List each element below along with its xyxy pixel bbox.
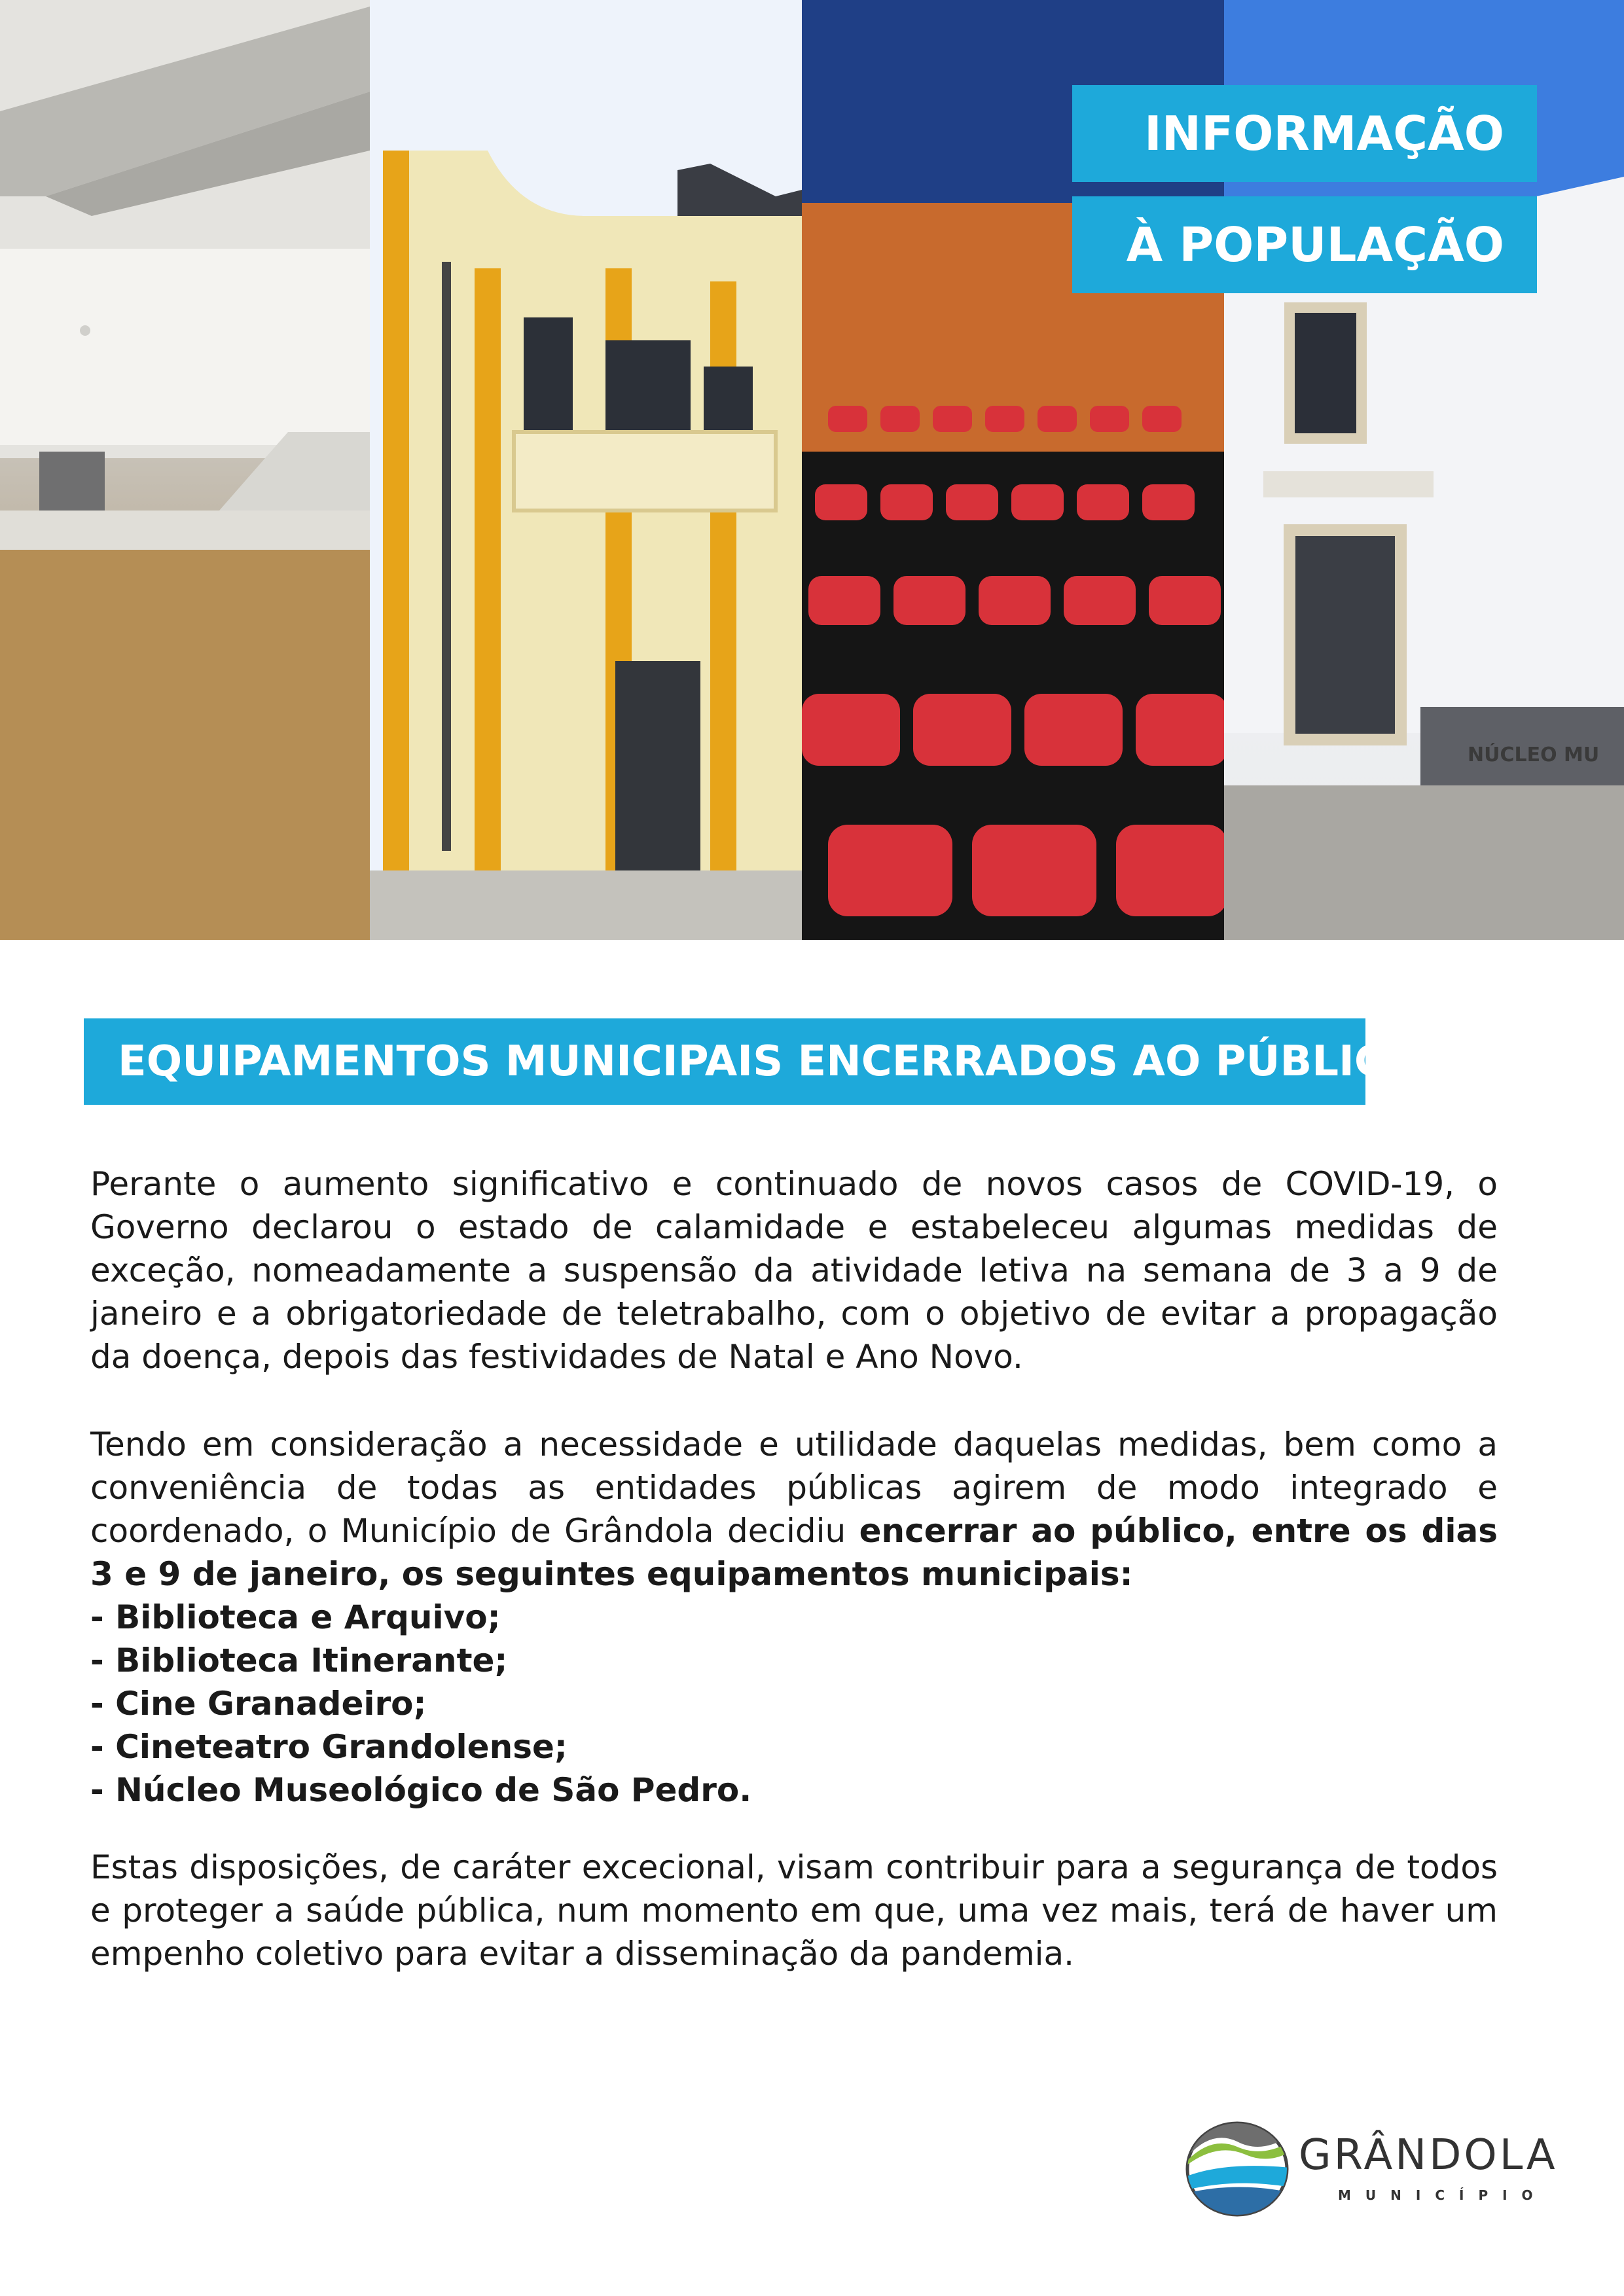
grandola-logo	[1183, 2115, 1558, 2223]
paragraph-2-bold: encerrar ao público, entre os dias 3 e 9 de janeiro, os seguintes equipamentos municipais:	[90, 1512, 1498, 1593]
logo-subtitle: MUNICÍPIO	[1338, 2187, 1547, 2203]
yellow-facade-illustration	[370, 0, 802, 940]
section-title: EQUIPAMENTOS MUNICIPAIS ENCERRADOS AO PÚBLICO	[118, 1037, 1421, 1086]
section-title-banner	[84, 1018, 1421, 1105]
list-item: - Cine Granadeiro;	[90, 1685, 427, 1723]
header-title-line2: À POPULAÇÃO	[1072, 196, 1537, 293]
paragraph-2	[90, 1423, 1498, 1812]
paragraph-1: Perante o aumento significativo e continuado de novos casos de COVID-19, o Governo declarou o estado de calamidade e estabeleceu algumas medidas de exceção, nomeadamente a suspensão da atividade letiva na semana de 3 a 9 de janeiro e a obrigatoriedade de teletrabalho, com o objetivo de evitar a propagação da doença, depois das festividades de Natal e Ano Novo.	[90, 1165, 1498, 1376]
logo-name: GRÂNDOLA	[1299, 2131, 1558, 2179]
list-item: - Núcleo Museológico de São Pedro.	[90, 1771, 752, 1809]
library-building-illustration	[0, 0, 370, 940]
grandola-logo-emblem-icon	[1183, 2115, 1291, 2223]
list-item: - Biblioteca e Arquivo;	[90, 1598, 501, 1636]
photo-cine-granadeiro	[370, 0, 802, 940]
list-item: - Biblioteca Itinerante;	[90, 1641, 508, 1679]
photo-collage	[0, 0, 1624, 940]
list-item: - Cineteatro Grandolense;	[90, 1728, 568, 1766]
photo-library-building	[0, 0, 370, 940]
header-title-line1: INFORMAÇÃO	[1072, 85, 1537, 182]
paragraph-2-intro: Tendo em consideração a necessidade e utilidade daquelas medidas, bem como a conveniência de todas as entidades públicas agirem de modo integrado e coordenado, o Município de Grândola decidiu	[90, 1426, 1498, 1550]
museum-sign-text: NÚCLEO MU	[1468, 744, 1600, 766]
paragraph-3: Estas disposições, de caráter excecional, visam contribuir para a segurança de todos e proteger a saúde pública, num momento em que, uma vez mais, terá de haver um empenho coletivo para evitar a disseminação da pandemia.	[90, 1848, 1498, 1973]
